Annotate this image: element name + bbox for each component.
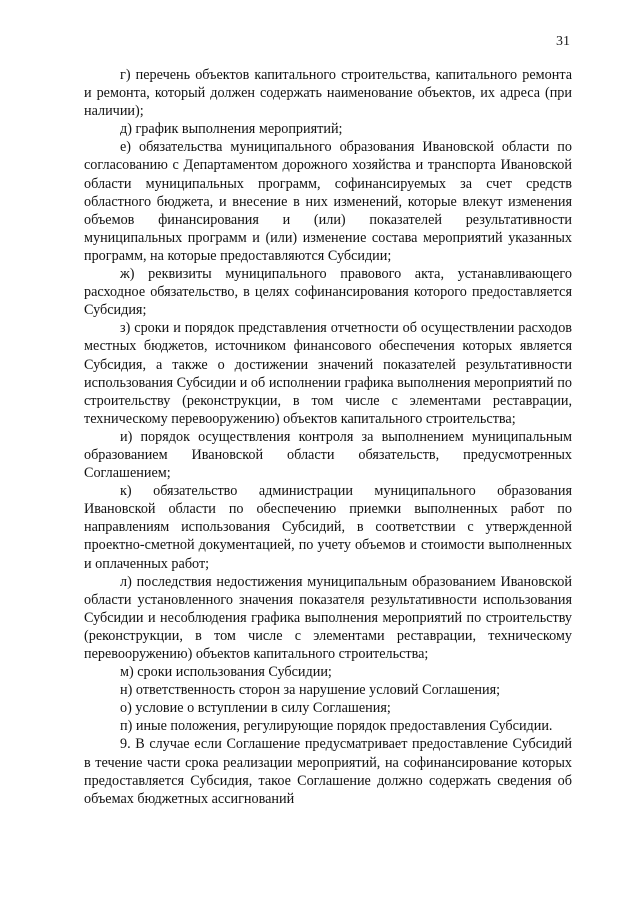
paragraph-9: 9. В случае если Соглашение предусматривает предоставление Субсидий в течение части срока реализации мероприятий, на софинансирование которых предоставляется Субсидия, такое Соглашение должно содержать сведения об объемах бюджетных ассигнований [84,736,572,807]
paragraph-d: д) график выполнения мероприятий; [120,121,343,138]
paragraph-i: и) порядок осуществления контроля за выполнением муниципальным образованием Ивановской области обязательств, предусмотренных Соглашением; [84,428,572,482]
page-number: 31 [556,34,570,49]
paragraph-e: е) обязательства муниципального образования Ивановской области по согласованию с Департаментом дорожного хозяйства и транспорта Ивановской области муниципальных программ, софинансируемых за счет средств областного бюджета, и внесение в них изменений, которые влекут изменения объемов финансирования и (или) показателей результативности муниципальных программ и (или) изменение состава мероприятий указанных программ, на которые предоставляются Субсидии; [84,139,572,264]
paragraph-p: п) иные положения, регулирующие порядок предоставления Субсидии. [120,718,553,735]
document-body [84,66,572,808]
paragraph-m: м) сроки использования Субсидии; [120,664,332,681]
paragraph-k: к) обязательство администрации муниципального образования Ивановской области по обеспечению приемки выполненных работ по направлениям использования Субсидий, в соответствии с утвержденной проектно-сметной документацией, по учету объемов и стоимости выполненных и оплаченных работ; [84,483,572,572]
paragraph-n: н) ответственность сторон за нарушение условий Соглашения; [120,682,501,699]
paragraph-z: з) сроки и порядок представления отчетности об осуществлении расходов местных бюджетов, источником финансового обеспечения которых является Субсидия, а также о достижении значений показателей результативности использования Субсидии и об исполнении графика выполнения мероприятий по строительству (реконструкции, в том числе с элементами реставрации, техническому перевооружению) объектов капитального строительства; [84,320,572,427]
paragraph-o: о) условие о вступлении в силу Соглашения; [120,700,391,717]
paragraph-l: л) последствия недостижения муниципальным образованием Ивановской области установленного значения показателя результативности использования Субсидии и несоблюдения графика выполнения мероприятий по строительству (реконструкции, в том числе с элементами реставрации, техническому перевооружению) объектов капитального строительства; [84,573,572,662]
paragraph-zh: ж) реквизиты муниципального правового акта, устанавливающего расходное обязательство, в целях софинансирования которого предоставляется Субсидия; [84,266,572,319]
paragraph-g: г) перечень объектов капитального строительства, капитального ремонта и ремонта, который должен содержать наименование объектов, их адреса (при наличии); [84,67,572,120]
